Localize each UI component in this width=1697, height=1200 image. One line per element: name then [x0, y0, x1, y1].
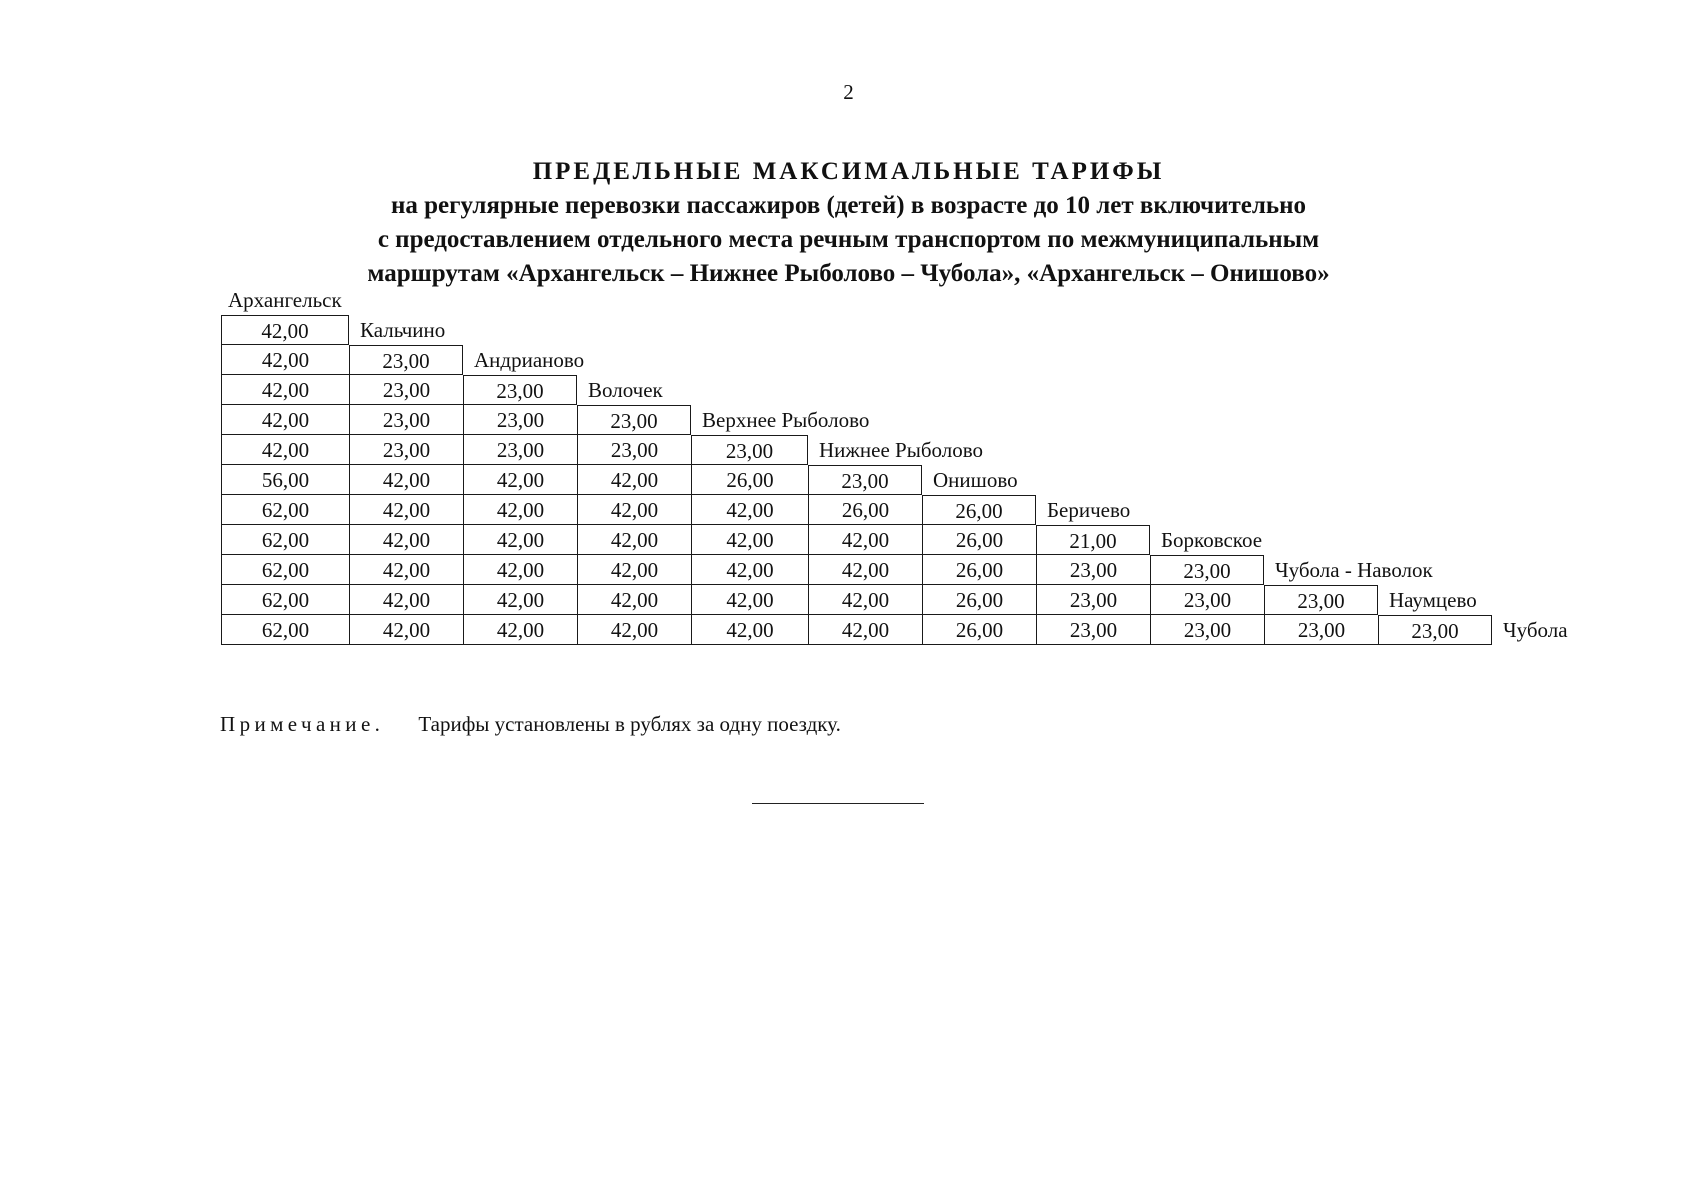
note-text: Тарифы установлены в рублях за одну поездку.: [418, 712, 841, 736]
fare-cell: 42,00: [349, 615, 463, 645]
station-label: Борковское: [1161, 528, 1263, 552]
fare-cell: 42,00: [808, 525, 922, 555]
fare-cell: 26,00: [691, 465, 808, 495]
fare-cell: 56,00: [221, 465, 349, 495]
station-label: Нижнее Рыболово: [819, 438, 983, 462]
station-label: Волочек: [588, 378, 663, 402]
fare-cell: 62,00: [221, 525, 349, 555]
title-line-2: с предоставлением отдельного места речным транспортом по межмуниципальным: [377, 226, 1320, 253]
fare-cell: 23,00: [577, 405, 691, 435]
fare-cell: 42,00: [463, 555, 577, 585]
document-title: [0, 155, 1697, 291]
fare-cell: 42,00: [221, 345, 349, 375]
station-label: Чубола - Наволок: [1275, 558, 1433, 582]
fare-cell: 62,00: [221, 585, 349, 615]
station-label: Наумцево: [1389, 588, 1477, 612]
page-number: 2: [843, 80, 854, 104]
fare-cell: 42,00: [691, 525, 808, 555]
fare-cell: 42,00: [221, 405, 349, 435]
fare-cell: 42,00: [691, 585, 808, 615]
fare-cell: 23,00: [1150, 585, 1264, 615]
fare-cell: 42,00: [349, 525, 463, 555]
fare-cell: 26,00: [922, 615, 1036, 645]
fare-cell: 62,00: [221, 615, 349, 645]
fare-cell: 42,00: [808, 585, 922, 615]
fare-cell: 26,00: [922, 555, 1036, 585]
title-line-3: маршрутам «Архангельск – Нижнее Рыболово – Чубола», «Архангельск – Онишово»: [367, 260, 1330, 287]
fare-cell: 23,00: [463, 405, 577, 435]
fare-cell: 42,00: [577, 555, 691, 585]
fare-cell: 42,00: [349, 585, 463, 615]
fare-cell: 42,00: [577, 495, 691, 525]
fare-cell: 26,00: [922, 525, 1036, 555]
note: [220, 712, 841, 737]
fare-cell: 42,00: [349, 555, 463, 585]
fare-cell: 23,00: [1378, 615, 1492, 645]
fare-cell: 42,00: [577, 465, 691, 495]
note-label: Примечание.: [220, 712, 385, 736]
title-line-1: на регулярные перевозки пассажиров (детей) в возрасте до 10 лет включительно: [390, 192, 1307, 219]
fare-cell: 23,00: [577, 435, 691, 465]
station-label: Онишово: [933, 468, 1018, 492]
fare-cell: 23,00: [1264, 585, 1378, 615]
fare-cell: 42,00: [463, 525, 577, 555]
fare-cell: 42,00: [691, 615, 808, 645]
fare-cell: 42,00: [463, 585, 577, 615]
fare-cell: 42,00: [463, 465, 577, 495]
station-label-origin: Архангельск: [228, 288, 342, 312]
title-main: ПРЕДЕЛЬНЫЕ МАКСИМАЛЬНЫЕ ТАРИФЫ: [532, 158, 1165, 185]
station-label: Верхнее Рыболово: [702, 408, 870, 432]
fare-cell: 23,00: [349, 435, 463, 465]
fare-cell: 23,00: [463, 435, 577, 465]
station-label: Андрианово: [474, 348, 585, 372]
fare-cell: 42,00: [691, 555, 808, 585]
fare-cell: 42,00: [808, 615, 922, 645]
fare-cell: 42,00: [577, 525, 691, 555]
fare-cell: 62,00: [221, 495, 349, 525]
fare-cell: 42,00: [463, 495, 577, 525]
fare-cell: 26,00: [922, 495, 1036, 525]
fare-cell: 23,00: [1036, 615, 1150, 645]
end-rule: [752, 803, 924, 804]
fare-cell: 23,00: [1150, 555, 1264, 585]
fare-cell: 62,00: [221, 555, 349, 585]
tariff-matrix: [221, 288, 1621, 675]
fare-cell: 23,00: [691, 435, 808, 465]
fare-cell: 42,00: [808, 555, 922, 585]
fare-cell: 23,00: [349, 405, 463, 435]
fare-cell: 23,00: [349, 345, 463, 375]
fare-cell: 23,00: [1264, 615, 1378, 645]
fare-cell: 23,00: [1150, 615, 1264, 645]
fare-cell: 23,00: [349, 375, 463, 405]
fare-cell: 42,00: [691, 495, 808, 525]
station-label: Беричево: [1047, 498, 1131, 522]
fare-cell: 42,00: [463, 615, 577, 645]
fare-cell: 42,00: [349, 465, 463, 495]
fare-cell: 21,00: [1036, 525, 1150, 555]
fare-cell: 23,00: [808, 465, 922, 495]
fare-cell: 23,00: [463, 375, 577, 405]
fare-cell: 26,00: [808, 495, 922, 525]
fare-cell: 23,00: [1036, 585, 1150, 615]
fare-cell: 42,00: [221, 435, 349, 465]
fare-cell: 42,00: [221, 315, 349, 345]
station-label: Кальчино: [360, 318, 446, 342]
fare-cell: 26,00: [922, 585, 1036, 615]
fare-cell: 42,00: [221, 375, 349, 405]
fare-cell: 42,00: [577, 615, 691, 645]
fare-cell: 23,00: [1036, 555, 1150, 585]
fare-cell: 42,00: [577, 585, 691, 615]
fare-cell: 42,00: [349, 495, 463, 525]
station-label: Чубола: [1503, 618, 1568, 642]
